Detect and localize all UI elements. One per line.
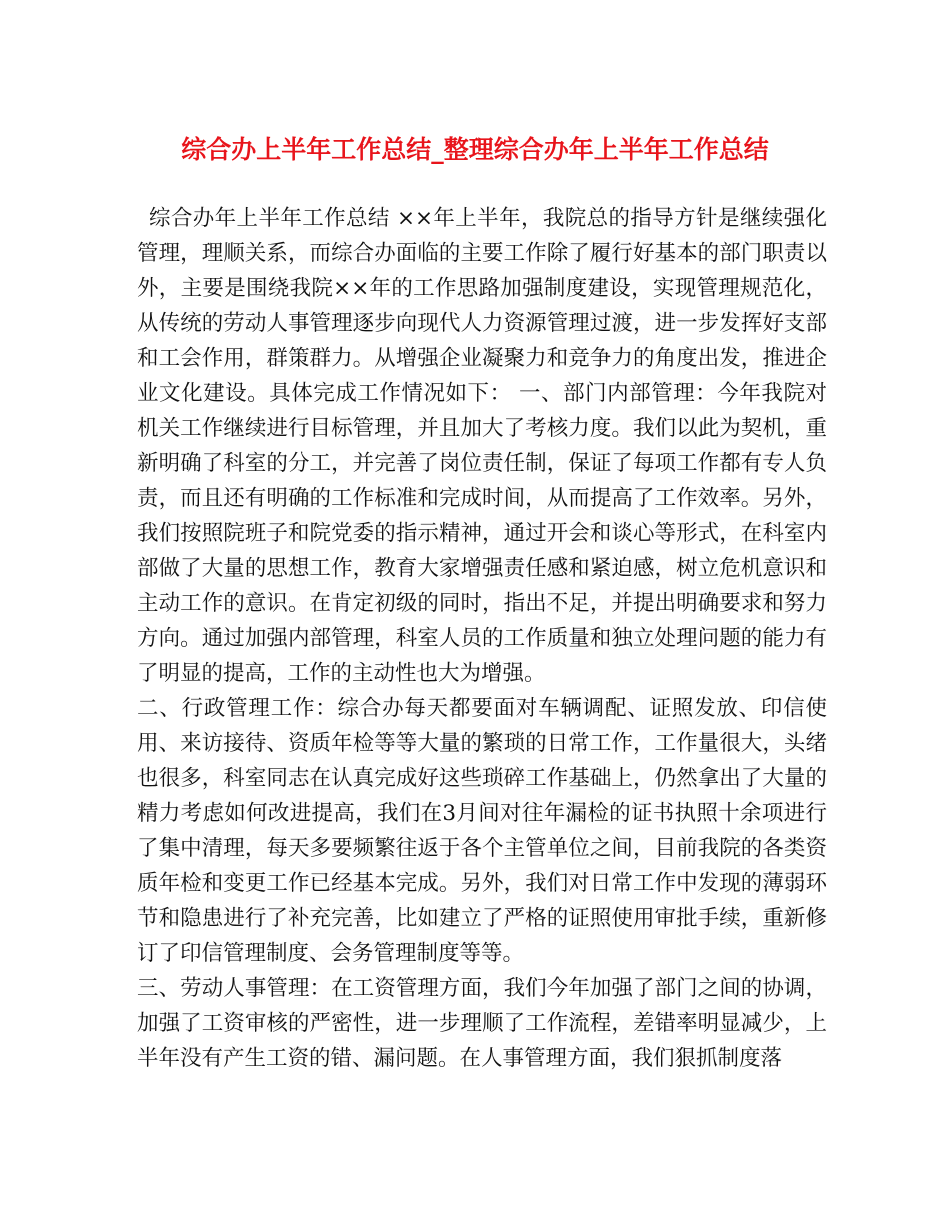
paragraph-intro: 综合办年上半年工作总结 ××年上半年，我院总的指导方针是继续强化管理，理顺关系，而综合办面临的主要工作除了履行好基本的部门职责以外，主要是围绕我院××年的工作思路加强制度建设，实现管理规范化，从传统的劳动人事管理逐步向现代人力资源管理过渡，进一步发挥好支部和工会作用，群策群力。从增强企业凝聚力和竞争力的角度出发，推进企业文化建设。具体完成工作情况如下： 一、部门内部管理：今年我院对机关工作继续进行目标管理，并且加大了考核力度。我们以此为契机，重新明确了科室的分工，并完善了岗位责任制，保证了每项工作都有专人负责，而且还有明确的工作标准和完成时间，从而提高了工作效率。另外，我们按照院班子和院党委的指示精神，通过开会和谈心等形式，在科室内部做了大量的思想工作，教育大家增强责任感和紧迫感，树立危机意识和主动工作的意识。在肯定初级的同时，指出不足，并提出明确要求和努力方向。通过加强内部管理，科室人员的工作质量和独立处理问题的能力有了明显的提高，工作的主动性也大为增强。 <box>137 206 827 686</box>
paragraph-administrative: 二、行政管理工作：综合办每天都要面对车辆调配、证照发放、印信使用、来访接待、资质年检等等大量的繁琐的日常工作，工作量很大，头绪也很多，科室同志在认真完成好这些琐碎工作基础上，仍然拿出了大量的精力考虑如何改进提高，我们在3月间对往年漏检的证书执照十余项进行了集中清理，每天多要频繁往返于各个主管单位之间，目前我院的各类资质年检和变更工作已经基本完成。另外，我们对日常工作中发现的薄弱环节和隐患进行了补充完善，比如建立了严格的证照使用审批手续，重新修订了印信管理制度、会务管理制度等等。 <box>137 696 827 966</box>
document-title: 综合办上半年工作总结_整理综合办年上半年工作总结 <box>181 135 769 164</box>
paragraph-personnel: 三、劳动人事管理：在工资管理方面，我们今年加强了部门之间的协调，加强了工资审核的严密性，进一步理顺了工作流程，差错率明显减少，上半年没有产生工资的错、漏问题。在人事管理方面，我们狠抓制度落 <box>137 976 827 1071</box>
document-body <box>137 201 827 1076</box>
